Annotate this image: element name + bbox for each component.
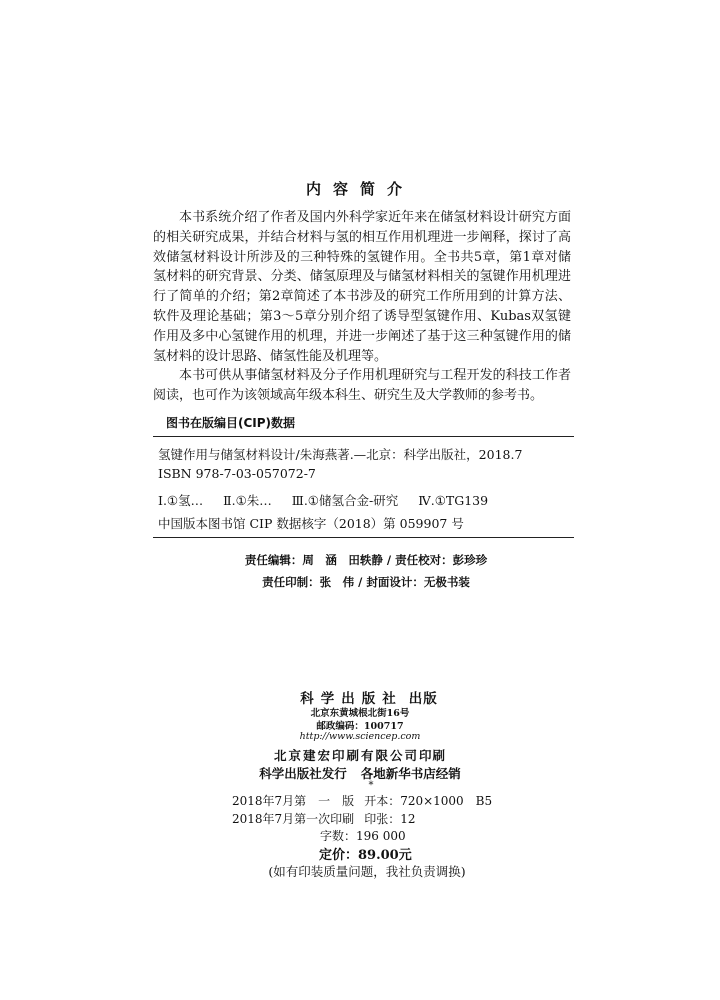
printing-date: 2018年7月第一次印刷 bbox=[232, 812, 355, 826]
cip-class-item: Ⅲ.①储氢合金-研究 bbox=[291, 493, 399, 508]
issuer: 科学出版社发行 bbox=[259, 766, 347, 781]
editors-line: 责任印制：张 伟 / 封面设计：无极书装 bbox=[262, 575, 470, 589]
cip-bottom-rule bbox=[153, 537, 574, 538]
cip-title-line: 氢键作用与储氢材料设计/朱海燕著.—北京：科学出版社，2018.7 bbox=[158, 447, 523, 462]
cip-classification bbox=[158, 491, 504, 509]
cip-isbn: ISBN 978-7-03-057072-7 bbox=[158, 466, 316, 481]
printing-line bbox=[232, 810, 415, 827]
editors-line: 责任编辑：周 涵 田轶静 / 责任校对：彭珍珍 bbox=[244, 553, 488, 567]
cip-class-item: Ⅱ.①朱… bbox=[223, 493, 272, 508]
quality-notice: (如有印装质量问题，我社负责调换) bbox=[268, 864, 466, 879]
publisher-suffix: 出版 bbox=[408, 691, 438, 707]
publisher-address: 北京东黄城根北街16号 bbox=[310, 708, 410, 719]
summary-title: 内容简介 bbox=[305, 180, 414, 198]
edition-line bbox=[232, 792, 492, 809]
printer-suffix: 印刷 bbox=[419, 748, 447, 763]
printer-name: 北京建宏印刷有限公司 bbox=[273, 748, 419, 763]
word-count: 字数：196 000 bbox=[320, 829, 406, 843]
cip-top-rule bbox=[153, 436, 574, 437]
print-sheets: 印张：12 bbox=[364, 812, 416, 826]
edition-date: 2018年7月第 一 版 bbox=[232, 794, 355, 808]
publisher-postcode: 邮政编码：100717 bbox=[316, 721, 404, 732]
publisher-name: 科学出版社 bbox=[300, 691, 403, 707]
publisher-website: http://www.sciencep.com bbox=[299, 731, 421, 742]
price: 定价：89.00元 bbox=[319, 848, 412, 863]
cip-class-item: Ⅰ.①氢… bbox=[158, 493, 204, 508]
summary-paragraph: 本书系统介绍了作者及国内外科学家近年来在储氢材料设计研究方面的相关研究成果，并结合材料与氢的相互作用机理进一步阐释，探讨了高效储氢材料设计所涉及的三种特殊的氢键作用。全书共5章，第1章对储氢材料的研究背景、分类、储氢原理及与储氢材料相关的氢键作用机理进行了简单的介绍；第2章简述了本书涉及的研究工作所用到的计算方法、软件及理论基础；第3～5章分别介绍了诱导型氢键作用、Kubas双氢键作用及多中心氢键作用的机理，并进一步阐述了基于这三种氢键作用的储氢材料的设计思路、储氢性能及机理等。 bbox=[153, 210, 571, 364]
separator-star: * bbox=[368, 780, 374, 791]
distributor: 各地新华书店经销 bbox=[360, 766, 461, 781]
publisher-line bbox=[0, 687, 720, 707]
summary-body bbox=[153, 208, 571, 406]
summary-paragraph: 本书可供从事储氢材料及分子作用机理研究与工程开发的科技工作者阅读，也可作为该领域高年级本科生、研究生及大学教师的参考书。 bbox=[153, 368, 571, 404]
book-format: 开本：720×1000 B5 bbox=[364, 794, 493, 808]
printer-line bbox=[0, 746, 720, 764]
cip-number: 中国版本图书馆 CIP 数据核字（2018）第 059907 号 bbox=[158, 516, 464, 531]
cip-heading: 图书在版编目(CIP)数据 bbox=[166, 416, 296, 430]
cip-class-item: Ⅳ.①TG139 bbox=[418, 493, 489, 508]
